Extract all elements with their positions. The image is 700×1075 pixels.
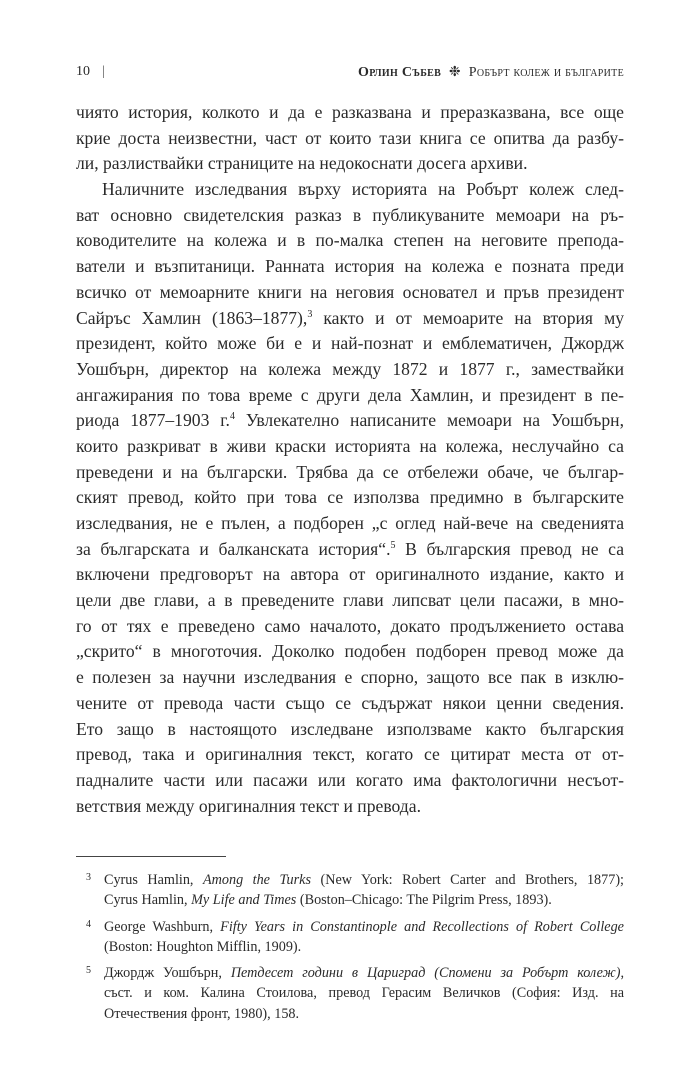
footnote-text: George Washburn, [104, 918, 221, 935]
text-line: ватели и възпитаници. Ранната история на колежа е позната преди [76, 256, 624, 277]
page-number: 10 [76, 64, 90, 79]
text-line: е полезен за научни изследвания е спорно, защото все пак в изклю- [76, 667, 624, 688]
footnote-text: Джордж Уошбърн, [104, 965, 231, 982]
footnote-rule [76, 856, 226, 857]
author-name: Орлин Събев [358, 65, 442, 80]
footnote-ref[interactable]: 4 [229, 411, 235, 423]
text-line: ангажирания по това време с други дела Хамлин, и президент в пе- [76, 384, 624, 405]
line-part: за българската и балканската история“. [76, 538, 391, 559]
footnote-line [104, 1004, 624, 1024]
ornament-icon: ❉ [448, 65, 461, 80]
text-line: „скрито“ в многоточия. Доколко подобен подборен превод може да [76, 641, 624, 662]
footnote-line [104, 937, 624, 957]
footnote-text: Отечествения фронт, 1980), 158. [104, 1005, 300, 1022]
text-line: крие доста неизвестни, част от които тази книга се опитва да разбу- [76, 127, 624, 148]
running-title [358, 64, 624, 81]
line-part: Сайръс Хамлин (1863–1877), [76, 307, 308, 328]
footnote [76, 963, 624, 1024]
footnote-number: 5 [86, 965, 91, 977]
line-part: както и от мемоарите на втория му [312, 307, 624, 328]
footnote-text: , [620, 965, 624, 982]
text-line: ководителите на колежа и в по-малка степен на неговите препода- [76, 230, 624, 251]
footnotes [76, 870, 624, 1024]
text-line [76, 408, 624, 434]
text-line: Уошбърн, директор на колежа между 1872 и 1877 г., замествайки [76, 358, 624, 379]
text-line: цели две глави, а в преведените глави липсват цели пасажи, в мно- [76, 590, 624, 611]
footnote-text: (Boston: Houghton Mifflin, 1909). [104, 938, 302, 955]
footnote-title: Fifty Years in Constantinople and Recollections of Robert College [220, 918, 624, 935]
text-line: ският превод, който при това се използва предимно в българските [76, 487, 624, 508]
footnote-title: Петдесет години в Цариград (Спомени за Робърт колеж) [230, 965, 621, 982]
text-line: ветствия между оригиналния текст и превода. [76, 795, 421, 816]
line-part: В българския превод не са [395, 538, 624, 559]
text-line: включени предговорът на автора от оригиналното издание, както и [76, 564, 624, 585]
line-part: Увлекателно написаните мемоари на Уошбърн, [234, 410, 624, 431]
text-line: всичко от мемоарните книги на неговия основател и пръв президент [76, 281, 624, 302]
footnote-number: 4 [86, 918, 91, 930]
running-header [76, 64, 624, 88]
footnote [76, 917, 624, 958]
footnote-line [104, 870, 624, 890]
footnote-line [104, 983, 624, 1003]
text-line: чиято история, колкото и да е разказвана и преразказвана, все още [76, 102, 624, 122]
footnote-text: Cyrus Hamlin, [104, 892, 192, 909]
footnote-ref[interactable]: 5 [390, 539, 396, 551]
footnote-line [104, 963, 624, 983]
footnote-title: My Life and Times [191, 892, 297, 909]
text-line [76, 306, 624, 332]
text-line: ват основно свидетелския разказ в публикуваните мемоари на ръ- [76, 204, 624, 225]
text-line: ли, разлиствайки страниците на недокоснати досега архиви. [76, 153, 528, 174]
footnote-number: 3 [86, 872, 91, 883]
footnote [76, 870, 624, 911]
footnote-text: (Boston–Chicago: The Pilgrim Press, 1893). [296, 892, 552, 909]
footnote-title: Among the Turks [202, 872, 311, 888]
footnote-line [104, 890, 624, 910]
header-separator: | [102, 64, 105, 79]
text-line: които разкриват в живи краски историята на колежа, неслучайно са [76, 435, 624, 456]
text-line [76, 537, 624, 563]
text-line: превод, така и оригиналния текст, когато се цитират места от от- [76, 744, 624, 765]
text-line: президент, който може би е и най-познат и емблематичен, Джордж [76, 333, 624, 354]
footnote-ref[interactable]: 3 [307, 308, 313, 320]
footnote-line [104, 917, 624, 937]
book-title: Робърт колеж и българите [468, 65, 624, 80]
footnote-text: съст. и ком. Калина Стоилова, превод Герасим Величков (София: Изд. на [104, 985, 624, 1002]
text-line: чените от превода части също се съдържат някои ценни сведения. [76, 692, 624, 713]
text-line: изследвания, не е пълен, а подборен „с оглед най-вече на сведенията [76, 513, 624, 533]
footnote-text: (New York: Robert Carter and Brothers, 1877); [311, 872, 624, 888]
text-line: Ето защо в настоящото изследване използваме както българския [76, 718, 624, 739]
text-line: преведени и на български. Трябва да се отбележи обаче, че българ- [76, 461, 624, 482]
text-line: го от тях е преведено само началото, докато продължението остава [76, 615, 624, 636]
line-part: риода 1877–1903 г. [76, 410, 230, 431]
footnote-text: Cyrus Hamlin, [104, 872, 203, 888]
body-text [76, 100, 624, 819]
text-line: падналите части или пасажи или когато има фактологични несъот- [76, 769, 624, 790]
text-line: Наличните изследвания върху историята на Робърт колеж след- [102, 179, 624, 200]
